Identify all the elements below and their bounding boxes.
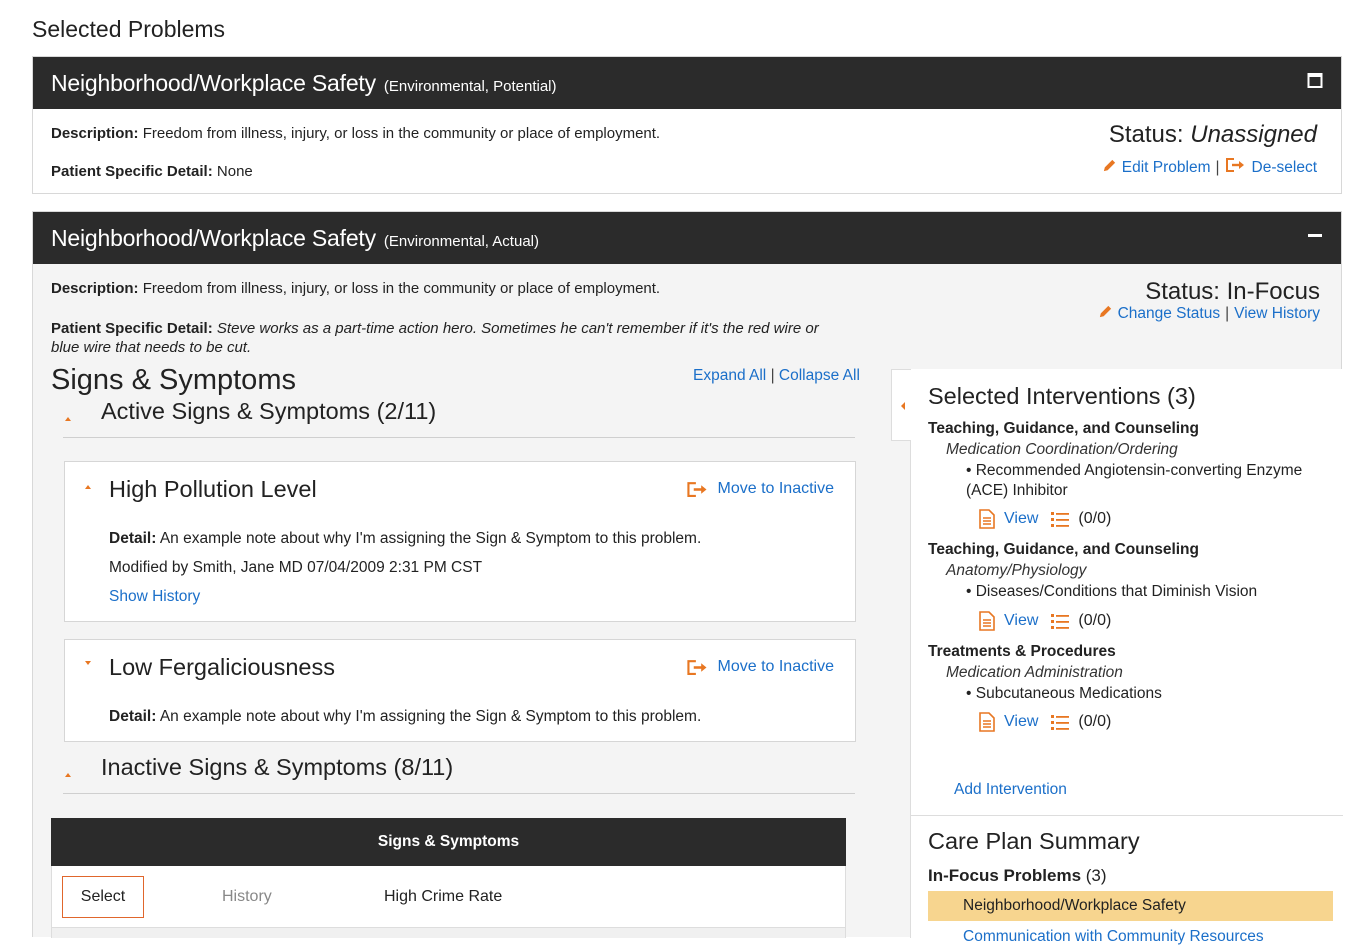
move-to-inactive-button[interactable] <box>686 480 835 498</box>
care-plan-item-selected[interactable]: Neighborhood/Workplace Safety <box>928 891 1333 921</box>
intervention-item: • Diseases/Conditions that Diminish Vision <box>966 583 1258 600</box>
expand-all-link[interactable]: Expand All <box>693 367 767 384</box>
patient-detail <box>51 163 253 180</box>
problem-actions <box>1102 157 1317 178</box>
list-icon <box>1050 612 1070 630</box>
active-signs-group[interactable] <box>63 396 855 438</box>
select-button[interactable]: Select <box>62 876 144 918</box>
move-icon <box>686 481 710 498</box>
pencil-icon <box>1102 158 1117 178</box>
inactive-signs-heading: Inactive Signs & Symptoms (8/11) <box>101 754 454 780</box>
collapse-all-link[interactable]: Collapse All <box>778 367 860 384</box>
caret-down-icon[interactable] <box>83 654 93 672</box>
inactive-signs-group[interactable] <box>63 752 855 794</box>
problem-panel-potential <box>32 56 1342 194</box>
show-history-link[interactable]: Show History <box>109 588 201 605</box>
intervention-category: Teaching, Guidance, and Counseling <box>928 420 1199 437</box>
view-link[interactable]: View <box>1004 612 1039 629</box>
detail-text: None <box>216 163 253 180</box>
status-label: Status: <box>1108 121 1184 148</box>
edit-problem-link[interactable]: Edit Problem <box>1121 158 1211 176</box>
description-text: Freedom from illness, injury, or loss in the community or place of employment. <box>142 280 661 297</box>
caret-up-icon[interactable] <box>83 478 93 496</box>
document-icon <box>978 712 996 732</box>
separator: | <box>1215 158 1220 176</box>
interventions-title: Selected Interventions (3) <box>928 383 1196 409</box>
separator: | <box>1225 305 1230 322</box>
expand-icon[interactable] <box>1307 73 1323 94</box>
move-icon <box>686 659 710 676</box>
intervention-target: Medication Coordination/Ordering <box>946 441 1178 458</box>
move-to-inactive-label: Move to Inactive <box>717 480 834 497</box>
detail-label: Patient Specific Detail: <box>51 320 213 337</box>
intervention-item: • Recommended Angiotensin-converting Enzyme (ACE) Inhibitor <box>966 462 1303 499</box>
problem-type: (Environmental, Actual) <box>383 232 539 250</box>
intervention-item-text: Subcutaneous Medications <box>975 685 1162 702</box>
intervention-category: Teaching, Guidance, and Counseling <box>928 541 1199 558</box>
problem-title: Neighborhood/Workplace Safety <box>51 224 376 251</box>
intervention-actions <box>978 611 1111 631</box>
active-signs-heading: Active Signs & Symptoms (2/11) <box>101 398 437 424</box>
care-plan-summary <box>910 815 1343 945</box>
in-focus-label: In-Focus Problems <box>928 866 1082 885</box>
collapse-tab[interactable] <box>891 369 911 441</box>
table-header: Signs & Symptoms <box>51 818 846 866</box>
intervention-item-text: Diseases/Conditions that Diminish Vision <box>975 583 1258 600</box>
move-to-inactive-button[interactable] <box>686 658 835 676</box>
page-title: Selected Problems <box>32 16 226 42</box>
patient-detail <box>51 319 911 357</box>
collapse-icon[interactable] <box>1307 228 1323 249</box>
view-link[interactable]: View <box>1004 510 1039 527</box>
problem-title: Neighborhood/Workplace Safety <box>51 69 376 96</box>
document-icon <box>978 509 996 529</box>
intervention-actions <box>978 712 1111 732</box>
detail-text-line1: Steve works as a part-time action hero. Sometimes he can't remember if it's the red wire or <box>216 320 819 337</box>
description-label: Description: <box>51 125 139 142</box>
intervention-category: Treatments & Procedures <box>928 643 1116 660</box>
intervention-count: (0/0) <box>1078 510 1112 527</box>
view-link[interactable]: View <box>1004 713 1039 730</box>
history-link[interactable]: History <box>222 887 272 905</box>
list-icon <box>1050 510 1070 528</box>
detail-text-line2: blue wire that needs to be cut. <box>51 339 252 356</box>
intervention-actions <box>978 509 1111 529</box>
description-label: Description: <box>51 280 139 297</box>
sign-title: High Pollution Level <box>109 476 317 502</box>
problem-header[interactable] <box>33 57 1341 109</box>
status-value: Unassigned <box>1190 121 1317 148</box>
deselect-icon <box>1225 157 1247 178</box>
problem-actions <box>1098 304 1320 324</box>
detail-label: Patient Specific Detail: <box>51 163 213 180</box>
caret-left-icon <box>892 370 912 442</box>
separator: | <box>770 367 775 384</box>
modified-info: Modified by Smith, Jane MD 07/04/2009 2:31 PM CST <box>109 559 483 576</box>
view-history-link[interactable]: View History <box>1234 305 1320 322</box>
problem-type: (Environmental, Potential) <box>383 77 557 95</box>
in-focus-count: (3) <box>1085 866 1107 885</box>
intervention-count: (0/0) <box>1078 612 1112 629</box>
move-to-inactive-label: Move to Inactive <box>717 658 834 675</box>
caret-up-icon[interactable] <box>63 766 73 784</box>
sign-title: Low Fergaliciousness <box>109 654 335 680</box>
problem-status <box>1109 121 1317 149</box>
interventions-panel <box>910 369 1343 815</box>
document-icon <box>978 611 996 631</box>
detail-text: An example note about why I'm assigning the Sign & Symptom to this problem. <box>159 708 702 725</box>
expand-collapse-links <box>693 367 860 385</box>
problem-panel-actual <box>32 211 1342 945</box>
intervention-item: • Subcutaneous Medications <box>966 685 1162 702</box>
intervention-target: Anatomy/Physiology <box>946 562 1087 579</box>
deselect-link[interactable]: De-select <box>1251 158 1317 176</box>
signs-table <box>51 818 846 928</box>
problem-description <box>51 280 660 297</box>
add-intervention-link[interactable]: Add Intervention <box>954 781 1067 798</box>
intervention-target: Medication Administration <box>946 664 1123 681</box>
caret-up-icon[interactable] <box>63 410 73 428</box>
problem-header[interactable] <box>33 212 1341 264</box>
sign-card <box>64 461 856 622</box>
detail-label: Detail: <box>109 708 157 725</box>
care-plan-title: Care Plan Summary <box>928 828 1140 854</box>
care-plan-item[interactable]: Communication with Community Resources <box>963 928 1264 945</box>
change-status-link[interactable]: Change Status <box>1117 305 1221 322</box>
detail-label: Detail: <box>109 530 157 547</box>
signs-symptoms-title: Signs & Symptoms <box>51 364 296 396</box>
problem-description <box>51 125 660 142</box>
sign-detail <box>109 530 701 548</box>
detail-text: An example note about why I'm assigning the Sign & Symptom to this problem. <box>159 530 702 547</box>
intervention-item-text: Recommended Angiotensin-converting Enzyme (ACE) Inhibitor <box>966 462 1303 499</box>
in-focus-heading <box>928 866 1107 886</box>
sign-detail <box>109 708 701 726</box>
description-text: Freedom from illness, injury, or loss in the community or place of employment. <box>142 125 661 142</box>
problem-status: Status: In-Focus <box>1145 278 1320 305</box>
sign-card <box>64 639 856 742</box>
intervention-count: (0/0) <box>1078 713 1112 730</box>
list-icon <box>1050 713 1070 731</box>
sign-name: High Crime Rate <box>384 887 503 905</box>
pencil-icon <box>1098 304 1113 324</box>
table-row <box>51 866 846 928</box>
